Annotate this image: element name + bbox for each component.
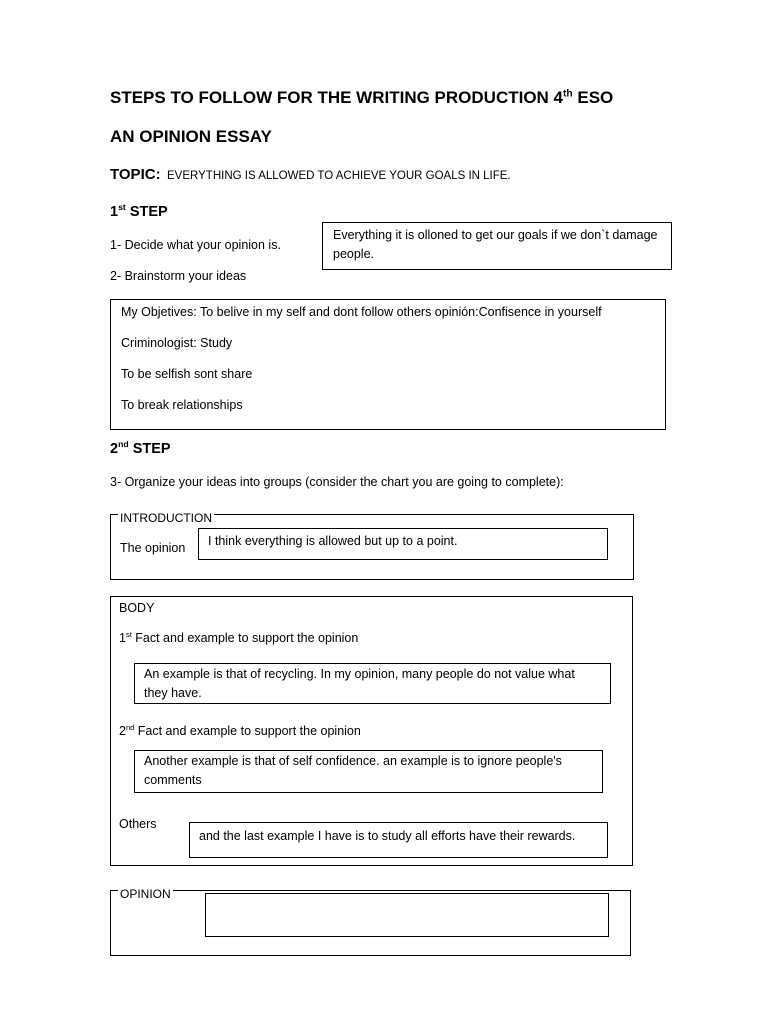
topic-line bbox=[110, 166, 511, 184]
topic-text: EVERYTHING IS ALLOWED TO ACHIEVE YOUR GOALS IN LIFE. bbox=[167, 170, 511, 182]
body-box bbox=[110, 596, 633, 866]
title-suffix: ESO bbox=[572, 88, 614, 107]
introduction-box bbox=[110, 511, 634, 580]
fact1-num: 1 bbox=[119, 631, 126, 645]
step2-item3: 3- Organize your ideas into groups (consider the chart you are going to complete): bbox=[110, 475, 564, 489]
fact1-text: Fact and example to support the opinion bbox=[131, 631, 359, 645]
fact1-answer-box[interactable] bbox=[134, 663, 611, 704]
brainstorm-box[interactable] bbox=[110, 299, 666, 430]
page-subtitle: AN OPINION ESSAY bbox=[110, 127, 272, 146]
step1-heading bbox=[110, 204, 168, 220]
others-answer: and the last example I have is to study all efforts have their rewards. bbox=[199, 829, 576, 843]
step2-heading bbox=[110, 441, 171, 457]
fact1-answer: An example is that of recycling. In my opinion, many people do not value what they have. bbox=[144, 667, 575, 700]
brainstorm-item: Criminologist: Study bbox=[121, 336, 233, 350]
topic-label: TOPIC: bbox=[110, 166, 161, 183]
brainstorm-item: To be selfish sont share bbox=[121, 367, 253, 381]
fact2-answer-box[interactable] bbox=[134, 750, 603, 793]
opinion-answer-input-box[interactable] bbox=[205, 893, 609, 937]
step1-sup: st bbox=[118, 202, 126, 213]
step2-label: STEP bbox=[128, 441, 171, 457]
fact2-num: 2 bbox=[119, 724, 126, 738]
fact1-sup: st bbox=[125, 629, 132, 639]
step1-item2: 2- Brainstorm your ideas bbox=[110, 269, 247, 283]
brainstorm-item: To break relationships bbox=[121, 398, 243, 412]
intro-opinion-answer-box[interactable] bbox=[198, 528, 608, 560]
title-text: STEPS TO FOLLOW FOR THE WRITING PRODUCTION 4 bbox=[110, 88, 564, 107]
step2-sup: nd bbox=[118, 439, 129, 450]
opinion-answer-box[interactable] bbox=[322, 222, 672, 270]
opinion-label: OPINION bbox=[120, 887, 171, 901]
fact2-label bbox=[119, 722, 361, 741]
step2-num: 2 bbox=[110, 441, 119, 457]
fact2-text: Fact and example to support the opinion bbox=[134, 724, 361, 738]
others-answer-box[interactable] bbox=[189, 822, 608, 858]
page-title bbox=[110, 88, 613, 108]
brainstorm-item: My Objetives: To belive in my self and dont follow others opinión:Confisence in yourself bbox=[121, 305, 602, 319]
title-sup: th bbox=[563, 88, 573, 100]
body-label: BODY bbox=[119, 601, 155, 615]
intro-opinion-label: The opinion bbox=[120, 541, 186, 555]
others-label: Others bbox=[119, 817, 157, 831]
step1-num: 1 bbox=[110, 204, 119, 220]
intro-opinion-answer: I think everything is allowed but up to a point. bbox=[208, 534, 458, 548]
fact2-sup: nd bbox=[125, 722, 135, 732]
step1-label: STEP bbox=[125, 204, 168, 220]
opinion-answer-text: Everything it is olloned to get our goals if we don`t damage people. bbox=[333, 228, 658, 261]
step1-item1: 1- Decide what your opinion is. bbox=[110, 238, 281, 252]
fact2-answer: Another example is that of self confidence. an example is to ignore people's comments bbox=[144, 754, 562, 787]
opinion-box bbox=[110, 887, 631, 956]
introduction-label: INTRODUCTION bbox=[120, 511, 212, 525]
fact1-label bbox=[119, 629, 358, 648]
